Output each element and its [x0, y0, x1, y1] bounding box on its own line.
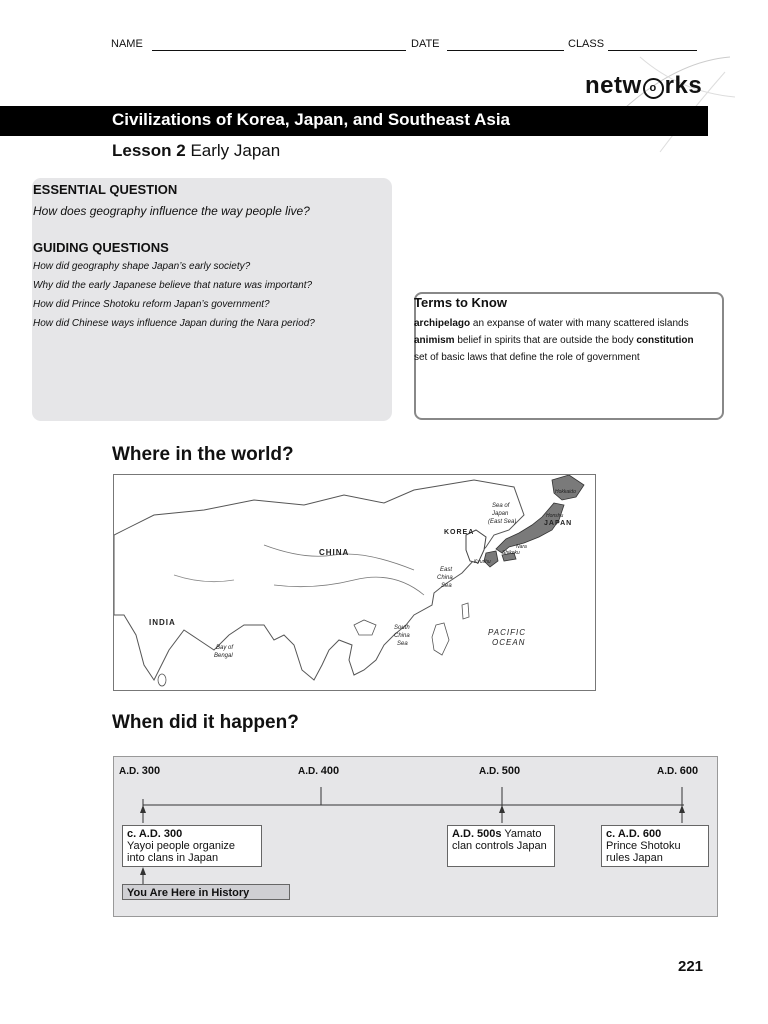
essential-question-text: How does geography influence the way people live?: [33, 204, 310, 218]
hokkaido-island: [552, 475, 584, 500]
label-east-china-sea: Sea: [441, 583, 452, 589]
class-field[interactable]: [608, 50, 697, 51]
date-field[interactable]: [447, 50, 564, 51]
label-india: INDIA: [149, 618, 176, 627]
timeline-event: c. A.D. 600 Prince Shotoku rules Japan: [601, 825, 709, 867]
guiding-question: How did geography shape Japan’s early society?: [33, 261, 251, 272]
mainland-asia: [114, 480, 524, 680]
lesson-title: Lesson 2 Early Japan: [112, 141, 281, 160]
class-label: CLASS: [568, 38, 605, 50]
label-east-china-sea: China: [437, 575, 453, 581]
label-hokkaido: Hokkaido: [555, 489, 576, 495]
label-japan: JAPAN: [544, 520, 573, 527]
arrow-icon: [679, 805, 685, 813]
page-number: 221: [678, 958, 704, 975]
timeline-year: A.D. 600: [657, 765, 699, 777]
guiding-question: Why did the early Japanese believe that nature was important?: [33, 280, 313, 291]
label-sea-of-japan: Japan: [492, 511, 509, 517]
label-south-china-sea: Sea: [397, 641, 408, 647]
chapter-title: Civilizations of Korea, Japan, and Southeast Asia: [112, 110, 511, 129]
label-south-china-sea: South: [394, 625, 410, 631]
terms-heading: Terms to Know: [414, 295, 507, 310]
label-honshu: Honshu: [546, 513, 564, 519]
date-label: DATE: [411, 38, 440, 50]
label-kyushu: Kyushu: [474, 559, 491, 565]
arrow-icon: [499, 805, 505, 813]
timeline-year: A.D. 400: [298, 765, 340, 777]
label-sea-of-japan: (East Sea): [488, 519, 517, 525]
label-pacific-ocean: OCEAN: [492, 638, 526, 647]
brand-logo: netw o rks: [585, 72, 703, 99]
timeline-year: A.D. 500: [479, 765, 521, 777]
name-label: NAME: [111, 38, 143, 50]
arrow-icon: [140, 805, 146, 813]
label-shikoku: Shikoku: [502, 550, 520, 556]
label-china: CHINA: [319, 548, 350, 557]
map: [113, 474, 596, 691]
guiding-questions-heading: GUIDING QUESTIONS: [33, 240, 169, 255]
arrow-icon: [140, 867, 146, 875]
name-field[interactable]: [152, 50, 406, 51]
label-east-china-sea: East: [440, 567, 453, 573]
timeline-year: A.D. 300: [119, 765, 161, 777]
label-sea-of-japan: Sea of: [492, 503, 510, 509]
when-heading: When did it happen?: [112, 712, 299, 733]
label-nara: Nara: [516, 544, 527, 550]
term-constitution-def: set of basic laws that define the role of government: [414, 352, 640, 363]
timeline-event: c. A.D. 300 Yayoi people organize into clans in Japan: [122, 825, 262, 867]
where-heading: Where in the world?: [112, 444, 294, 465]
you-are-here-label: You Are Here in History: [122, 884, 290, 900]
label-korea: KOREA: [444, 529, 475, 536]
label-south-china-sea: China: [394, 633, 410, 639]
term-archipelago: archipelago an expanse of water with many scattered islands: [414, 318, 689, 329]
label-bay-of-bengal: Bengal: [214, 653, 233, 659]
guiding-question: How did Prince Shotoku reform Japan’s government?: [33, 299, 270, 310]
globe-icon: o: [643, 78, 664, 99]
label-bay-of-bengal: Bay of: [216, 645, 234, 651]
guiding-question: How did Chinese ways influence Japan during the Nara period?: [33, 318, 315, 329]
label-pacific-ocean: PACIFIC: [488, 628, 526, 637]
essential-question-heading: ESSENTIAL QUESTION: [33, 182, 178, 197]
term-animism-constitution: animism belief in spirits that are outside the body constitution: [414, 335, 694, 346]
timeline-event: A.D. 500s Yamato clan controls Japan: [447, 825, 555, 867]
map-drawing: [114, 475, 595, 690]
